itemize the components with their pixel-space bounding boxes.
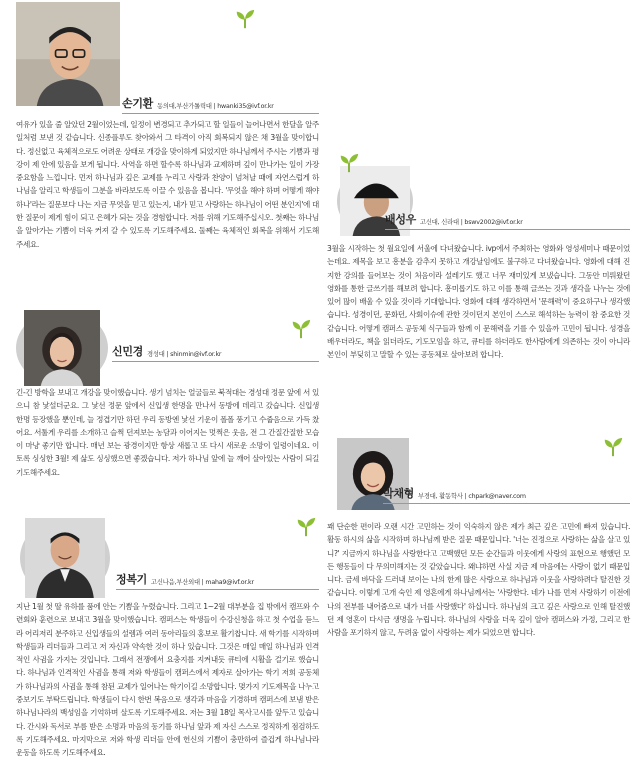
profile-name: 배성우 bbox=[385, 213, 416, 226]
profile-name-line bbox=[122, 96, 319, 114]
profile-email: maha9@ivf.or.kr bbox=[205, 579, 254, 586]
profile-header-jeong bbox=[16, 516, 319, 600]
sprout-icon bbox=[602, 436, 624, 458]
profile-name: 박채형 bbox=[383, 487, 414, 500]
profile-header-park bbox=[327, 442, 630, 520]
profile-name-line bbox=[116, 572, 319, 590]
profile-body-text: 지난 1월 첫 딸 유하를 품에 안는 기쁨을 누렸습니다. 그리고 1~2월 대부분을 집 밖에서 캠프와 수련회와 훈련으로 보내고 3월을 맞이했습니다. 캠퍼스는 학생들이 수강신청을 하고 첫 수업을 듣느라 어리저리 분주하고 신입생들의 설렘과 여러 동아리들의 홍보로 활기찹니다. 새 학기를 시작하며 학생들과 리더들과 그리고 저 자신과 약속한 것이 하나 있습니다. 그것은 매일 매일 하나님과 인격적인 사귐을 가지는 것입니다. 그래서 전쟁에서 요충지를 지켜내듯 큐티에 시활을 걸기로 했습니다. 하나님과 인격적인 사귐을 통해 저와 학생들이 캠퍼스에서 제자로 살아가는 학기 저희 공동체가 하나님과의 사귐을 통해 참된 교제가 일어나는 학기이길 소망합니다. 몇가지 기도제목을 나누고 중보기도 부탁드립니다. 학생들이 다시 한번 복음으로 생각과 마음을 기경하며 캠퍼스에 보냄 받은 하나님나라의 백성임을 기억하며 살도록 기도해주세요. 저는 3월 18일 목사고시를 앞두고 있습니다. 간시와 독서로 부름 받은 소명과 마음의 동기를 하나님 앞과 제 자신 스스로 정직하게 점검하도록 기도해주세요. 마지막으로 저와 학생 리더들 안에 헌신의 기쁨이 충만하여 즐겁게 하나님나라 운동을 하도록 기도해주세요. bbox=[16, 602, 319, 758]
profile-affiliation: 경성대 | shinmin@ivf.or.kr bbox=[146, 351, 222, 358]
sprout-icon bbox=[338, 152, 360, 174]
profile-name-line bbox=[112, 344, 319, 362]
profile-email: shinmin@ivf.or.kr bbox=[170, 351, 222, 358]
profile-name-line bbox=[385, 212, 630, 230]
profile-affiliation: 부경대, 활동학사 | chpark@naver.com bbox=[417, 493, 526, 500]
profile-body-text: 3월을 시작하는 첫 월요일에 서울에 다녀왔습니다. ivp에서 주최하는 영화와 영성세미나 때문이었는데요. 제목을 보고 흥분을 감추지 못하고 개강날임에도 불구하고 다녀왔습니다. 영화에 대해 진지한 강의를 들어보는 것이 처음이라 설레기도 했고 너무 재미있게 보냈습니다. 그동안 미뤄왔던 영화를 통한 글쓰기를 해보려 합니다. 흥미롭기도 하고 이를 통해 글쓰는 것과 생각을 나누는 것에 있어 많이 배울 수 있을 것이라 기대합니다. 영화에 대해 생각하면서 '문해력'이 중요하구나 생각했습니다. 성경이던, 문화던, 사회이슈에 관한 것이던지 본인이 스스로 해석하는 능력이 참 중요한 것 같습니다. 어떻게 캠퍼스 공동체 식구들과 함께 이 문해력을 기를 수 있을까 고민이 됩니다. 성경을 배우더라도, 책을 읽더라도, 기도모임을 하고, 큐티를 하더라도 한사람에게 의존하는 것이 아니라 본인이 부딪히고 말할 수 있는 공동체로 살아보려 합니다. bbox=[327, 244, 630, 360]
profile-affiliation: 고신대, 신라대 | bswv2002@ivf.or.kr bbox=[419, 219, 523, 226]
profile-body-text: 긴-긴 방학을 보내고 개강을 맞이했습니다. 생기 넘치는 얼굴들로 북적대는 경성대 정문 앞에 서 있으니 참 낯설더군요. 그 낯선 정문 앞에서 신입생 한명을 만나서 동방에 데리고 갔습니다. 신입생 한명 등장했을 뿐인데, 늘 정겹기만 하던 우리 동방엔 낯선 기운이 폴폴 풍기고 수줍음으로 가득 찼어요. 서툴게 우리를 소개하고 슬쩍 던져보는 농담과 이어지는 멋쩍은 웃음, 전 그 간질간질한 모습이 마냥 좋기만 합니다. 매년 보는 광경이지만 항상 새롭고 또 다시 새로운 소망이 일렁이네요. 이토록 싱싱한 3월! 제 삶도 싱싱했으면 좋겠습니다. 저가 하나님 앞에 늘 깨어 살아있는 사람이 되길 기도해주세요. bbox=[16, 388, 319, 477]
profile-body-text: 여유가 있을 줄 알았던 2월이었는데, 일정이 변경되고 추가되고 할 일들이 늘어나면서 한달을 알주일처럼 보낸 것 같습니다. 신종플루도 찾아와서 그 타격이 아직 회복되지 않은 채 3월을 맞이합니다. 정신없고 육체적으로도 어려운 상태로 개강을 맞이하게 되었지만 하나님께서 주시는 기쁨과 평강이 제 안에 있음을 보게 됩니다. 사역을 하면 할수록 하나님과 교제하며 깊이 만나가는 일이 가장 중요함을 느낍니다. 먼저 하나님과 깊은 교제를 누리고 사랑과 찬양이 넘쳐날 때에 자연스럽게 하나님을 알리고 학생들이 그분을 바라보도록 이끌 수 있음을 봅니다. '무엇을 해야 하며 어떻게 해야하나'라는 질문보다 나는 지금 무엇을 믿고 있는지, 내가 믿고 사랑하는 하나님이 어떤 분인지'에 대한 질문이 제게 힘이 되고 은혜가 되는 것을 경험합니다. 저를 위해 기도해주십시오. 첫째는 하나님을 알아가는 기쁨이 더욱 커져 갈 수 있도록 기도해주세요. 둘째는 육체적인 회복을 위해서 기도해주세요. bbox=[16, 120, 319, 249]
profile-body-text-continued bbox=[327, 0, 630, 172]
profile-affiliation: 동의대,부산가톨릭대 | hwanki35@ivf.or.kr bbox=[156, 103, 274, 110]
profile-header-bae bbox=[327, 172, 630, 242]
right-column bbox=[327, 0, 630, 720]
sprout-icon bbox=[295, 516, 317, 538]
profile-header-son bbox=[16, 0, 319, 118]
profile-body-text: 꽤 단순한 편이라 오랜 시간 고민하는 것이 익숙하지 않은 제가 최근 깊은 고민에 빠져 있습니다. 활동 하시의 삶을 시작하며 하나님께 받은 질문 때문입니다. '너는 진정으로 사랑하는 삶을 살고 있니?' 지금까지 하나님을 사랑한다고 고백했던 모든 순간들과 이웃에게 사랑의 표현으로 행했던 모든 행동들이 다 무의미해지는 것 같았습니다. 왜냐하면 사실 지금 제 마음에는 사랑이 없기 때문입니다. 금세 바닥을 드러내 보이는 나의 한계 많은 사랑으로 하나님과 이웃을 사랑하려다 탈진한 것 같습니다. 이렇게 고개 숙인 제 영혼에게 하나님께서는 '사랑한다. 네가 나를 먼저 사랑하기 이전에 나의 전부를 내어줌으로 내가 너를 사랑했다' 하십니다. 하나님의 크고 깊은 사랑으로 인해 탈진했던 제 영혼이 다시금 생명을 누립니다. 하나님의 사랑을 더욱 깊이 알아 캠퍼스와 가정, 그리고 한 사람을 포기하지 않고, 두려움 없이 사랑하는 제가 되었으면 합니다. bbox=[327, 522, 630, 638]
portrait-photo-man-suit-icon bbox=[20, 518, 110, 598]
profile-email: chpark@naver.com bbox=[468, 493, 526, 500]
profile-affiliation: 고신나음,부산외대 | maha9@ivf.or.kr bbox=[150, 579, 254, 586]
left-column bbox=[16, 0, 319, 758]
portrait-photo-woman-icon bbox=[16, 310, 108, 386]
profile-header-shin bbox=[16, 318, 319, 378]
portrait-photo-man-glasses-icon bbox=[16, 2, 120, 106]
profile-email: hwanki35@ivf.or.kr bbox=[217, 103, 274, 110]
sprout-icon bbox=[290, 318, 312, 340]
profile-name: 손기환 bbox=[122, 97, 153, 110]
profile-name: 신민경 bbox=[112, 345, 143, 358]
sprout-icon bbox=[234, 8, 256, 30]
profile-email: bswv2002@ivf.or.kr bbox=[464, 219, 523, 226]
profile-name: 정복기 bbox=[116, 573, 147, 586]
profile-name-line bbox=[383, 486, 630, 504]
